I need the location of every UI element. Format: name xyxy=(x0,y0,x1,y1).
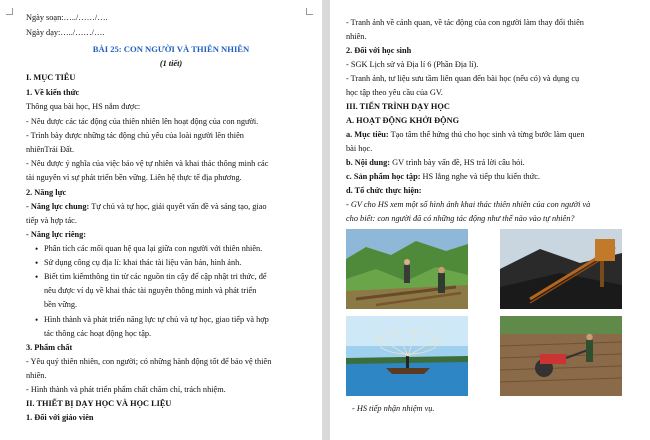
page-gutter xyxy=(322,0,330,440)
specific-item-3-cont: nêu được ví dụ về khai thác tài nguyên thông minh và phát triển xyxy=(44,286,257,295)
specific-item-3-cont2: bền vững. xyxy=(44,300,78,309)
lesson-title: BÀI 25: CON NGƯỜI VÀ THIÊN NHIÊN xyxy=(92,44,250,54)
knowledge-item-3: - Nêu được ý nghĩa của việc bảo vệ tự nhiên và khai thác thông minh các xyxy=(26,159,269,168)
date-compose: Ngày soạn:…../……/…. xyxy=(26,13,108,22)
general-competence-text: Tự chủ và tự học, giải quyết vấn đề và sáng tạo, giao xyxy=(89,202,267,211)
coal-mine-image xyxy=(500,229,622,309)
knowledge-item-3-cont: tài nguyên vì sự phát triển bền vững. Liên hệ thực tế địa phương. xyxy=(26,173,242,182)
section-objectives: I. MỤC TIÊU xyxy=(26,73,76,82)
activity-a-heading: A. HOẠT ĐỘNG KHỞI ĐỘNG xyxy=(346,116,460,125)
teacher-instruction: - GV cho HS xem một số hình ảnh khai thác thiên nhiên của con người và xyxy=(346,200,591,209)
specific-item-2: • Sử dụng công cụ địa lí: khai thác tài liệu văn bản, hình ảnh. xyxy=(44,258,241,268)
student-item-2: - Tranh ảnh, tư liệu sưu tầm liên quan đến bài học (nếu có) và dụng cụ xyxy=(346,74,580,83)
document-page-left xyxy=(0,0,322,440)
knowledge-intro: Thông qua bài học, HS nắm được: xyxy=(26,102,141,111)
subsection-knowledge: 1. Về kiến thức xyxy=(26,88,80,97)
river-fishing-photo xyxy=(346,316,468,396)
aim-text: Tạo tâm thế hứng thú cho học sinh và từng bước làm quen xyxy=(388,130,585,139)
field-plowing-photo xyxy=(500,316,622,396)
quality-item-1: - Yêu quý thiên nhiên, con người; có những hành động tốt để bảo vệ thiên xyxy=(26,357,272,366)
river-fishing-image xyxy=(346,316,468,396)
organization-label: d. Tổ chức thực hiện: xyxy=(346,186,422,195)
coal-mine-photo xyxy=(500,229,622,309)
general-competence-label: - Năng lực chung: xyxy=(26,202,90,211)
forest-logging-photo xyxy=(346,229,468,309)
specific-item-4: • Hình thành và phát triển năng lực tự chủ và tự học, giao tiếp và hợp xyxy=(44,315,269,325)
product-label: c. Sản phẩm học tập: xyxy=(346,172,421,181)
corner-mark-top-left xyxy=(6,8,13,15)
teacher-instruction-cont: cho biết: con người đã có những tác động như thế nào vào tự nhiên? xyxy=(346,214,575,223)
field-plowing-image xyxy=(500,316,622,396)
specific-item-4-cont: tác thông các hoạt động học tập. xyxy=(44,329,152,338)
specific-competence-label: - Năng lực riêng: xyxy=(26,230,87,239)
date-teach: Ngày dạy:…../……/…. xyxy=(26,28,105,37)
content-text: GV trình bày vấn đề, HS trả lời câu hỏi. xyxy=(390,158,525,167)
aim-cont: bài học. xyxy=(346,144,373,153)
student-item-2-cont: học tập theo yêu cầu của GV. xyxy=(346,88,443,97)
aim-line xyxy=(346,130,584,140)
content-line xyxy=(346,158,525,168)
product-text: HS lắng nghe và tiếp thu kiến thức. xyxy=(420,172,540,181)
subsection-qualities: 3. Phẩm chất xyxy=(26,343,73,352)
knowledge-item-1: - Nêu được các tác động của thiên nhiên lên hoạt động của con người. xyxy=(26,117,259,126)
student-task: - HS tiếp nhận nhiệm vụ. xyxy=(352,404,435,413)
quality-item-1-cont: nhiên. xyxy=(26,371,47,380)
quality-item-2: - Hình thành và phát triển phẩm chất chăm chỉ, trách nhiệm. xyxy=(26,385,226,394)
document-page-right xyxy=(330,0,650,440)
teacher-item-1-cont: nhiên. xyxy=(346,32,367,41)
corner-mark-top-right xyxy=(306,8,313,15)
knowledge-item-2-cont: nhiênTrái Đất. xyxy=(26,145,75,154)
knowledge-item-2: - Trình bày được những tác động chủ yếu của loài người lên thiên xyxy=(26,131,244,140)
teacher-item-1: - Tranh ảnh về cảnh quan, về tác động của con người làm thay đổi thiên xyxy=(346,18,584,27)
lesson-periods: (1 tiết) xyxy=(159,59,183,68)
subsection-competence: 2. Năng lực xyxy=(26,188,67,197)
content-label: b. Nội dung: xyxy=(346,158,391,167)
general-competence-cont: tiếp và hợp tác. xyxy=(26,216,77,225)
aim-label: a. Mục tiêu: xyxy=(346,130,389,139)
specific-item-3: • Biết tìm kiếmthông tin từ các nguồn tin cậy để cập nhật tri thức, để xyxy=(44,272,267,282)
subsection-student: 2. Đối với học sinh xyxy=(346,46,412,55)
section-equipment: II. THIẾT BỊ DẠY HỌC VÀ HỌC LIỆU xyxy=(26,399,172,408)
product-line xyxy=(346,172,540,182)
general-competence xyxy=(26,202,267,212)
section-process: III. TIẾN TRÌNH DẠY HỌC xyxy=(346,102,450,111)
forest-logging-image xyxy=(346,229,468,309)
specific-item-1: • Phân tích các mối quan hệ qua lại giữa con người với thiên nhiên. xyxy=(44,244,262,254)
subsection-teacher: 1. Đối với giáo viên xyxy=(26,413,94,422)
student-item-1: - SGK Lịch sử và Địa lí 6 (Phần Địa lí). xyxy=(346,60,479,69)
